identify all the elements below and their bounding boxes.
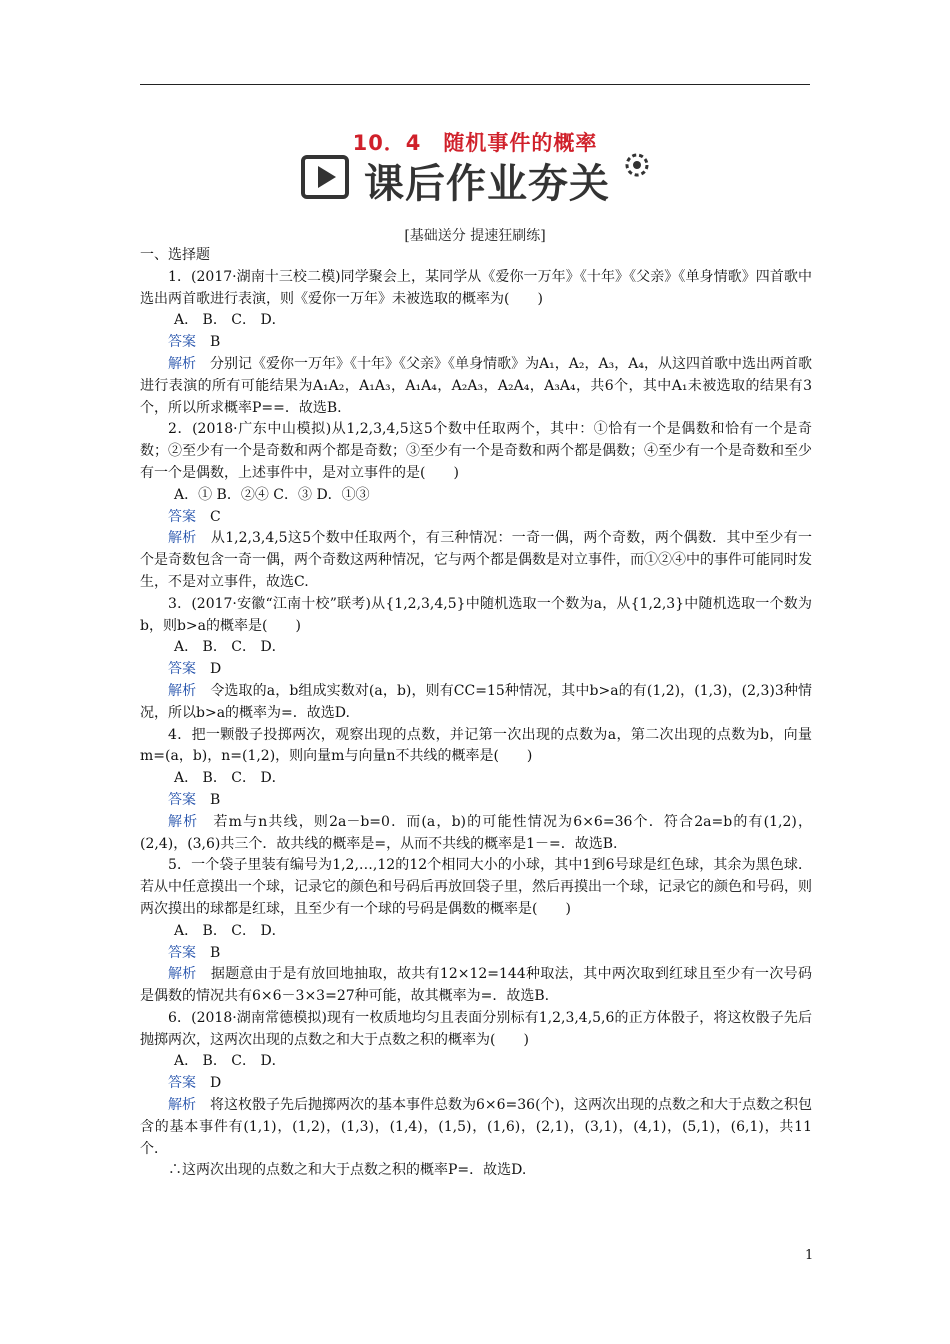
line-text: A． B． C． D．	[174, 770, 286, 787]
line-text: 将这枚骰子先后抛掷两次的基本事件总数为6×6=36(个)，这两次出现的点数之和大于点数之积包含的基本事件有(1,1)，(1,2)，(1,3)，(1,4)，(1,5)，(1,6)，(2,1)，(3,1)，(4,1)，(5,1)，(6,1)，共11个．	[140, 1097, 813, 1157]
analysis-line	[140, 528, 812, 593]
chapter-title: 10．4 随机事件的概率	[352, 131, 598, 155]
line-text: 5．一个袋子里装有编号为1,2,…,12的12个相同大小的小球，其中1到6号球是红色球，其余为黑色球．若从中任意摸出一个球，记录它的颜色和号码后再放回袋子里，然后再摸出一个球，记录它的颜色和号码，则两次摸出的球都是红球，且至少有一个球的号码是偶数的概率是( )	[140, 857, 812, 917]
line-text: B	[196, 791, 221, 808]
line-text: A． B． C． D．	[174, 922, 286, 939]
line-label: 解析	[168, 355, 197, 372]
text-line	[140, 310, 812, 332]
line-label: 答案	[168, 1075, 196, 1092]
play-icon	[300, 154, 356, 200]
text-line	[140, 594, 812, 638]
answer-line	[140, 943, 812, 965]
text-line	[140, 485, 812, 507]
text-line	[140, 1051, 812, 1073]
line-label: 解析	[168, 682, 197, 699]
top-rule	[140, 84, 810, 85]
answer-line	[140, 659, 812, 681]
line-label: 解析	[168, 1097, 196, 1114]
line-text: ∴这两次出现的点数之和大于点数之积的概率P=．故选D.	[168, 1162, 527, 1179]
line-text: A． B． C． D．	[174, 639, 286, 656]
line-text: B	[196, 944, 221, 961]
text-line	[140, 921, 812, 943]
answer-line	[140, 790, 812, 812]
line-label: 答案	[168, 661, 196, 678]
analysis-line	[140, 681, 812, 725]
section-subtitle: [基础送分 提速狂刷练]	[404, 228, 546, 244]
line-text: A． B． C． D．	[174, 312, 286, 329]
line-text: 据题意由于是有放回地抽取，故共有12×12=144种取法，其中两次取到红球且至少有一次号码是偶数的情况共有6×6－3×3=27种可能，故其概率为=．故选B.	[140, 966, 812, 1005]
text-line	[140, 768, 812, 790]
text-line	[140, 725, 812, 769]
line-label: 解析	[168, 966, 197, 983]
analysis-line	[140, 354, 812, 419]
line-text: D	[196, 661, 222, 678]
line-text: 1．(2017·湖南十三校二模)同学聚会上，某同学从《爱你一万年》《十年》《父亲》《单身情歌》四首歌中选出两首歌进行表演，则《爱你一万年》未被选取的概率为( )	[140, 268, 812, 307]
analysis-line	[140, 964, 812, 1008]
page-number: 1	[805, 1248, 814, 1263]
text-line	[140, 1160, 812, 1182]
line-text: A．① B．②④ C．③ D．①③	[174, 486, 370, 503]
line-label: 答案	[168, 944, 196, 961]
line-text: A． B． C． D．	[174, 1053, 286, 1070]
answer-line	[140, 507, 812, 529]
line-label: 解析	[168, 813, 199, 830]
line-text: 分别记《爱你一万年》《十年》《父亲》《单身情歌》为A₁，A₂，A₃，A₄，从这四首歌中选出两首歌进行表演的所有可能结果为A₁A₂，A₁A₃，A₁A₄，A₂A₃，A₂A₄，A₃A₄，共6个，其中A₁未被选取的结果有3个，所以所求概率P==．故选B.	[140, 355, 813, 416]
analysis-line	[140, 1095, 812, 1160]
line-label: 答案	[168, 508, 196, 525]
homework-banner	[300, 150, 660, 206]
line-label: 解析	[168, 530, 197, 547]
answer-line	[140, 332, 812, 354]
line-text: D	[196, 1075, 222, 1092]
line-text: 2．(2018·广东中山模拟)从1,2,3,4,5这5个数中任取两个，其中：①恰有一个是偶数和恰有一个是奇数；②至少有一个是奇数和两个都是奇数；③至少有一个是奇数和两个都是偶数；④至少有一个是奇数和至少有一个是偶数，上述事件中，是对立事件的是( )	[140, 421, 812, 481]
text-line	[140, 245, 812, 267]
analysis-line	[140, 812, 812, 856]
line-text: 若m与n共线，则2a－b=0．而(a，b)的可能性情况为6×6=36个．符合2a=b的有(1,2)，(2,4)，(3,6)共三个．故共线的概率是=，从而不共线的概率是1－=．故选B.	[140, 813, 812, 852]
text-line	[140, 1008, 812, 1052]
line-text: 4．把一颗骰子投掷两次，观察出现的点数，并记第一次出现的点数为a，第二次出现的点数为b，向量m=(a，b)，n=(1,2)，则向量m与向量n不共线的概率是( )	[140, 726, 812, 765]
line-text: B	[196, 334, 221, 351]
line-text: C	[196, 508, 221, 525]
line-label: 答案	[168, 791, 196, 808]
banner-text: 课后作业夯关	[364, 161, 610, 207]
answer-line	[140, 1073, 812, 1095]
line-text: 6．(2018·湖南常德模拟)现有一枚质地均匀且表面分别标有1,2,3,4,5,6的正方体骰子，将这枚骰子先后抛掷两次，这两次出现的点数之和大于点数之积的概率为( )	[140, 1009, 812, 1048]
line-text: 3．(2017·安徽“江南十校”联考)从{1,2,3,4,5}中随机选取一个数为a，从{1,2,3}中随机选取一个数为b，则b>a的概率是( )	[140, 595, 812, 634]
line-text: 从1,2,3,4,5这5个数中任取两个，有三种情况：一奇一偶，两个奇数，两个偶数．其中至少有一个是奇数包含一奇一偶，两个奇数这两种情况，它与两个都是偶数是对立事件，而①②④中的事件可能同时发生，不是对立事件，故选C.	[140, 530, 812, 590]
text-line	[140, 419, 812, 484]
line-text: 一、选择题	[140, 247, 210, 263]
text-line	[140, 637, 812, 659]
gear-icon	[622, 150, 652, 180]
text-line	[140, 267, 812, 311]
text-line	[140, 855, 812, 920]
problem-list	[140, 245, 812, 1182]
line-text: 令选取的a，b组成实数对(a，b)，则有CC=15种情况，其中b>a的有(1,2)，(1,3)，(2,3)3种情况，所以b>a的概率为=．故选D.	[140, 682, 812, 721]
line-label: 答案	[168, 334, 196, 351]
